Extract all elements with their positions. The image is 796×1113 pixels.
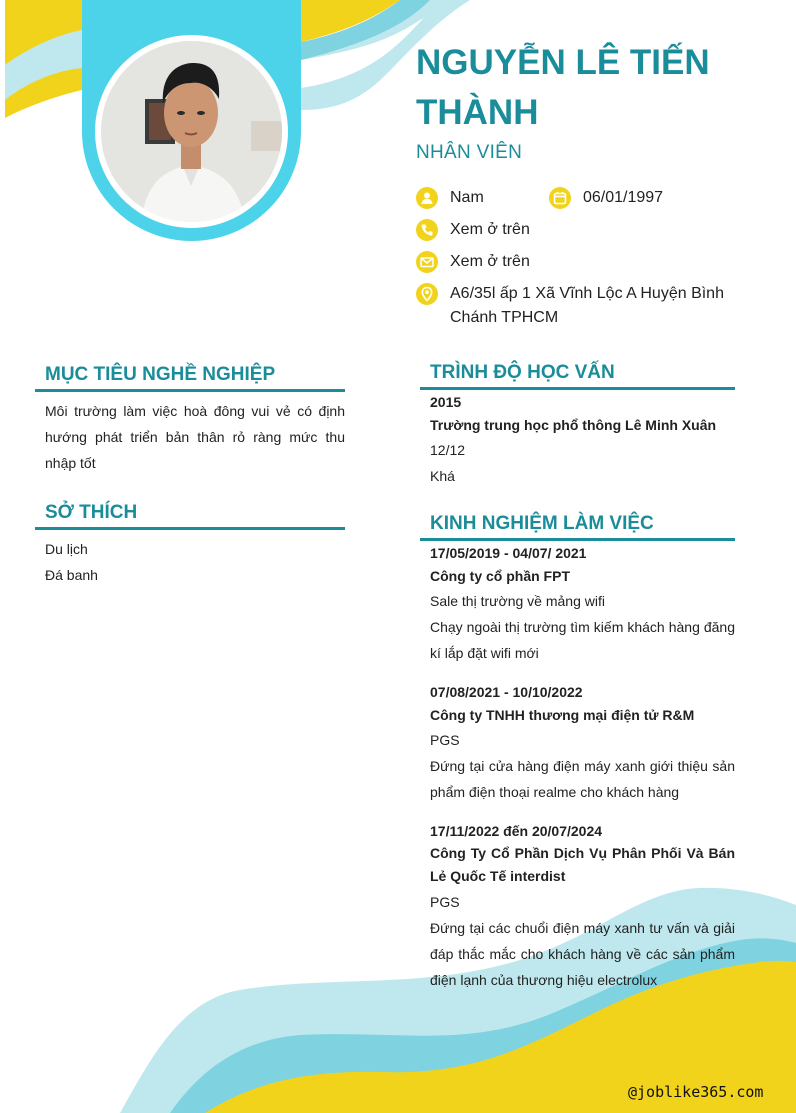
job-period: 17/11/2022 đến 20/07/2024 <box>430 823 603 839</box>
education-rank: Khá <box>430 468 455 484</box>
job-company: Công ty TNHH thương mại điện tử R&M <box>430 707 695 723</box>
job-company: Công Ty Cổ Phần Dịch Vụ Phân Phối Và Bán Lẻ Quốc Tế interdist <box>430 845 735 884</box>
education-year: 2015 <box>430 394 462 410</box>
experience-heading: KINH NGHIỆM LÀM VIỆC <box>430 513 654 534</box>
address-value <box>450 282 724 330</box>
address-line-1: A6/35l ấp 1 Xã Vĩnh Lộc A Huyện Bình <box>450 285 724 302</box>
birthday-value: 06/01/1997 <box>583 189 664 206</box>
job-description: Đứng tại cửa hàng điện máy xanh giới thiệu sản phẩm điện thoại realme cho khách hàng <box>430 758 735 800</box>
job-company: Công ty cổ phần FPT <box>430 568 570 584</box>
job-period: 17/05/2019 - 04/07/ 2021 <box>430 545 587 561</box>
phone-row <box>416 218 530 242</box>
career-goal-text: Môi trường làm việc hoà đông vui vẻ có định hướng phát triển bản thân rỏ ràng mức thu nhập tốt <box>45 403 345 471</box>
education-heading: TRÌNH ĐỘ HỌC VẤN <box>430 362 615 383</box>
job-description: Đứng tại các chuổi điện máy xanh tư vấn và giải đáp thắc mắc cho khách hàng về các sản phẩm điện lạnh của thương hiệu electrolux <box>430 920 735 988</box>
address-row <box>416 282 746 330</box>
career-goal-divider <box>35 389 345 392</box>
job-position: Sale thị trường về mảng wifi <box>430 593 605 609</box>
hobby-item: Du lịch <box>45 541 88 557</box>
hobbies-divider <box>35 527 345 530</box>
mail-icon <box>416 251 438 273</box>
full-name <box>416 38 776 138</box>
hobby-item: Đá banh <box>45 567 98 583</box>
gender-value: Nam <box>450 189 484 206</box>
education-school: Trường trung học phổ thông Lê Minh Xuân <box>430 417 717 433</box>
email-row <box>416 250 530 274</box>
job-position: PGS <box>430 894 460 910</box>
job-position: PGS <box>430 732 460 748</box>
full-name-line-2: THÀNH <box>416 93 539 132</box>
avatar <box>101 41 282 222</box>
watermark: @joblike365.com <box>628 1083 764 1101</box>
job-period: 07/08/2021 - 10/10/2022 <box>430 684 583 700</box>
calendar-icon <box>549 187 571 209</box>
education-divider <box>420 387 735 390</box>
profile-photo-frame <box>82 0 301 241</box>
career-goal-heading: MỤC TIÊU NGHỀ NGHIỆP <box>45 364 276 385</box>
job-title: NHÂN VIÊN <box>416 142 523 163</box>
person-icon <box>416 187 438 209</box>
phone-icon <box>416 219 438 241</box>
email-value: Xem ở trên <box>450 253 530 270</box>
phone-value: Xem ở trên <box>450 221 530 238</box>
education-grade: 12/12 <box>430 442 466 458</box>
hobbies-heading: SỞ THÍCH <box>45 502 138 523</box>
location-pin-icon <box>416 283 438 305</box>
gender-row <box>416 186 484 210</box>
full-name-line-1: NGUYỄN LÊ TIẾN <box>416 43 710 82</box>
address-line-2: Chánh TPHCM <box>450 309 559 326</box>
job-description: Chạy ngoài thị trường tìm kiếm khách hàng đăng kí lắp đặt wifi mới <box>430 619 735 661</box>
birthday-row <box>549 186 663 210</box>
